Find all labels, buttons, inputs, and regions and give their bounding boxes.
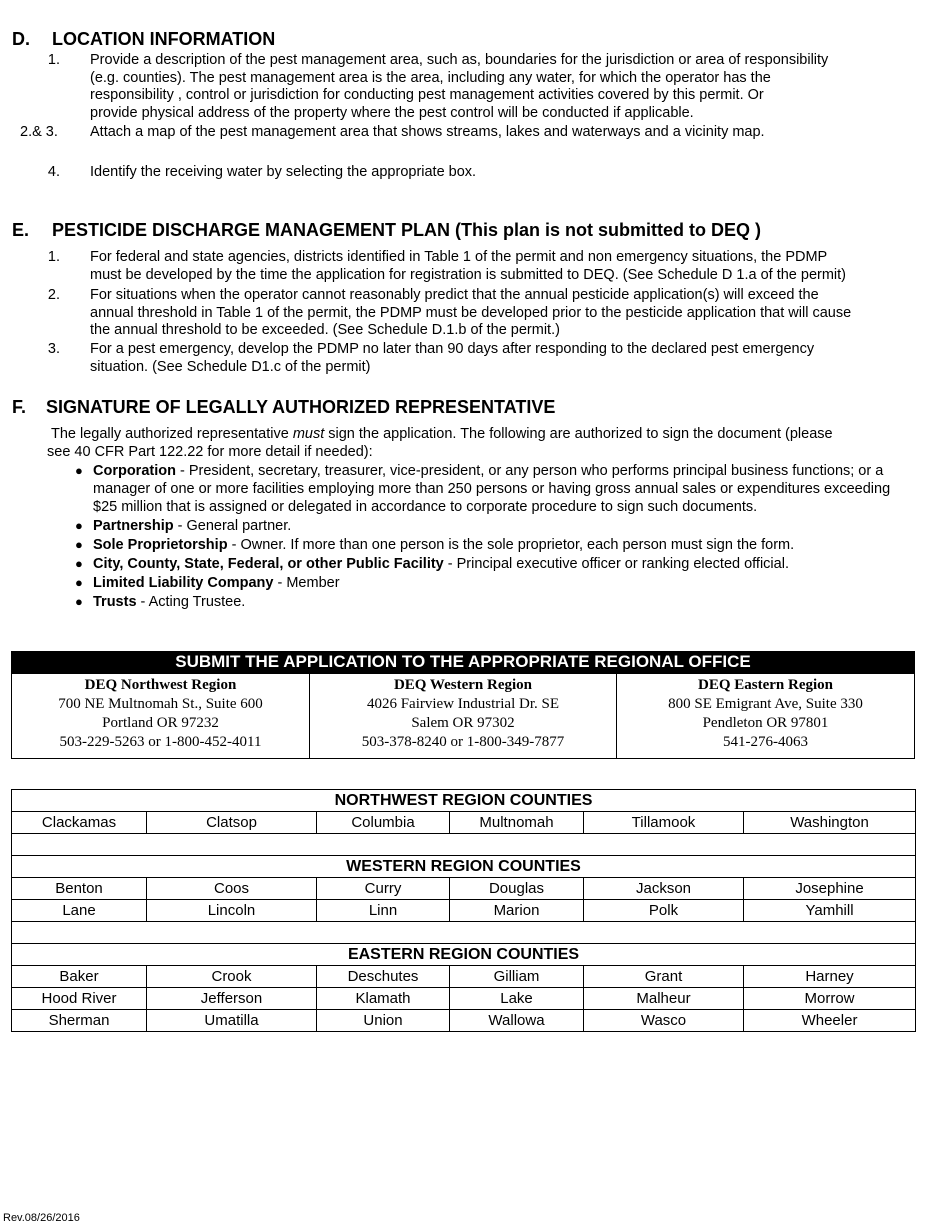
authorized-signers-list xyxy=(75,462,915,612)
office-phone: 541-276-4063 xyxy=(723,734,808,750)
text-line: situation. (See Schedule D1.c of the permit) xyxy=(90,358,371,375)
county-cell: Jefferson xyxy=(147,988,317,1010)
intro-emphasis: must xyxy=(292,426,325,442)
text-line: responsibility , control or jurisdiction for conducting pest management activities covered by this permit. Or xyxy=(90,87,764,103)
list-item xyxy=(75,517,915,535)
intro-line-2: see 40 CFR Part 122.22 for more detail if needed): xyxy=(47,443,373,460)
section-e-heading xyxy=(12,220,761,241)
text-line: the annual threshold to be exceeded. (See Schedule D.1.b of the permit.) xyxy=(90,322,560,338)
text-line: provide physical address of the property where the pest control will be conducted if applicable. xyxy=(90,104,694,121)
table-row xyxy=(12,900,916,922)
section-d-letter: D. xyxy=(12,29,30,49)
office-western xyxy=(309,674,616,759)
county-cell: Josephine xyxy=(744,878,916,900)
signer-type: Limited Liability Company xyxy=(93,575,274,591)
item-text xyxy=(90,164,915,182)
text-line: For federal and state agencies, districts identified in Table 1 of the permit and non emergency situations, the PDMP xyxy=(90,249,828,265)
office-name: DEQ Western Region xyxy=(393,677,533,693)
text-line: Identify the receiving water by selecting the appropriate box. xyxy=(90,164,477,180)
county-cell: Malheur xyxy=(584,988,744,1010)
county-cell: Columbia xyxy=(317,812,450,834)
section-f-title: SIGNATURE OF LEGALLY AUTHORIZED REPRESENTATIVE xyxy=(46,397,556,417)
bullet-icon: ● xyxy=(75,594,83,609)
section-d-heading xyxy=(12,29,275,50)
text-line: (e.g. counties). The pest management area is the area, including any water, for which the operator has the xyxy=(90,69,771,86)
county-cell: Wasco xyxy=(584,1010,744,1032)
counties-table xyxy=(11,789,916,1032)
item-text xyxy=(90,52,915,122)
section-f-heading xyxy=(12,397,555,418)
text-line: Provide a description of the pest management area, such as, boundaries for the jurisdiction or area of responsibility xyxy=(90,52,829,68)
section-f-intro xyxy=(20,426,920,461)
county-cell: Klamath xyxy=(317,988,450,1010)
signer-desc: - Principal executive officer or ranking elected official. xyxy=(443,556,789,572)
office-city: Pendleton OR 97801 xyxy=(702,715,829,731)
county-cell: Marion xyxy=(450,900,584,922)
office-eastern xyxy=(617,674,915,759)
section-f-letter: F. xyxy=(12,397,27,417)
signer-desc: - President, secretary, treasurer, vice-president, or any person who performs principal business functions; or a manager of one or more facilities employing more than 250 persons or having gross annual sales or expenditures exceeding $25 million that is assigned or delegated in accordance to corporate procedure to sign such documents. xyxy=(93,463,891,515)
section-d-items xyxy=(0,52,950,192)
item-number: 1. xyxy=(47,249,60,265)
county-cell: Hood River xyxy=(12,988,147,1010)
text-line: For a pest emergency, develop the PDMP no later than 90 days after responding to the declared pest emergency xyxy=(90,341,815,357)
signer-desc: - Acting Trustee. xyxy=(136,594,246,610)
item-number: 2. xyxy=(47,287,60,303)
office-address: 800 SE Emigrant Ave, Suite 330 xyxy=(668,696,863,712)
intro-text-post: sign the application. The following are authorized to sign the document (please xyxy=(324,426,833,442)
signer-desc: - Owner. If more than one person is the sole proprietor, each person must sign the form. xyxy=(227,537,795,553)
counties-table-wrap xyxy=(11,789,915,1032)
county-cell: Crook xyxy=(147,966,317,988)
county-cell: Curry xyxy=(317,878,450,900)
item-number: 4. xyxy=(47,164,60,180)
office-phone: 503-378-8240 or 1-800-349-7877 xyxy=(361,734,565,750)
signer-type: Trusts xyxy=(93,594,137,610)
county-cell: Sherman xyxy=(12,1010,147,1032)
signer-type: Sole Proprietorship xyxy=(93,537,228,553)
spacer-row xyxy=(12,834,916,856)
county-cell: Jackson xyxy=(584,878,744,900)
table-row xyxy=(12,812,916,834)
office-address: 4026 Fairview Industrial Dr. SE xyxy=(366,696,560,712)
county-cell: Multnomah xyxy=(450,812,584,834)
northwest-heading: NORTHWEST REGION COUNTIES xyxy=(12,790,916,812)
table-row xyxy=(12,878,916,900)
county-cell: Clatsop xyxy=(147,812,317,834)
signer-desc: - General partner. xyxy=(173,518,292,534)
offices-table xyxy=(11,673,915,759)
item-text xyxy=(90,341,915,376)
item-text xyxy=(90,124,915,142)
table-row xyxy=(12,1010,916,1032)
bullet-icon: ● xyxy=(75,575,83,590)
county-cell: Coos xyxy=(147,878,317,900)
bullet-icon: ● xyxy=(75,518,83,533)
county-cell: Benton xyxy=(12,878,147,900)
text-line: For situations when the operator cannot reasonably predict that the annual pesticide application(s) will exceed the xyxy=(90,287,819,303)
revision-date: Rev.08/26/2016 xyxy=(3,1212,80,1224)
intro-line-1 xyxy=(51,426,920,444)
text-line: Attach a map of the pest management area that shows streams, lakes and waterways and a vicinity map. xyxy=(90,124,765,140)
section-d-title: LOCATION INFORMATION xyxy=(52,29,276,49)
county-cell: Douglas xyxy=(450,878,584,900)
office-name: DEQ Eastern Region xyxy=(698,677,833,693)
county-cell: Lane xyxy=(12,900,147,922)
county-cell: Baker xyxy=(12,966,147,988)
table-row xyxy=(12,966,916,988)
section-e-letter: E. xyxy=(12,220,30,240)
item-text xyxy=(90,287,915,340)
list-item xyxy=(75,462,915,516)
bullet-icon: ● xyxy=(75,556,83,571)
signer-desc: - Member xyxy=(273,575,340,591)
county-cell: Clackamas xyxy=(12,812,147,834)
text-line: annual threshold in Table 1 of the permit, the PDMP must be developed prior to the pesticide application that will cause xyxy=(90,304,852,321)
section-e-title: PESTICIDE DISCHARGE MANAGEMENT PLAN (This plan is not submitted to DEQ ) xyxy=(52,220,762,240)
intro-text-pre: The legally authorized representative xyxy=(51,426,293,442)
list-item xyxy=(75,536,915,554)
submit-banner: SUBMIT THE APPLICATION TO THE APPROPRIATE REGIONAL OFFICE xyxy=(11,651,915,673)
office-city: Salem OR 97302 xyxy=(411,715,515,731)
county-cell: Tillamook xyxy=(584,812,744,834)
section-e-items xyxy=(0,249,950,379)
item-number: 3. xyxy=(47,341,60,357)
county-cell: Yamhill xyxy=(744,900,916,922)
county-cell: Linn xyxy=(317,900,450,922)
list-item xyxy=(75,593,915,611)
signer-type: City, County, State, Federal, or other Public Facility xyxy=(93,556,444,572)
county-cell: Wallowa xyxy=(450,1010,584,1032)
eastern-heading: EASTERN REGION COUNTIES xyxy=(12,944,916,966)
spacer-row xyxy=(12,922,916,944)
county-cell: Gilliam xyxy=(450,966,584,988)
county-cell: Wheeler xyxy=(744,1010,916,1032)
regional-offices xyxy=(11,651,915,759)
signer-type: Partnership xyxy=(93,518,174,534)
county-cell: Union xyxy=(317,1010,450,1032)
office-name: DEQ Northwest Region xyxy=(84,677,237,693)
signer-type: Corporation xyxy=(93,463,176,479)
item-number: 2.& 3. xyxy=(20,124,58,140)
county-cell: Umatilla xyxy=(147,1010,317,1032)
bullet-icon: ● xyxy=(75,463,83,478)
office-phone: 503-229-5263 or 1-800-452-4011 xyxy=(59,734,262,750)
bullet-icon: ● xyxy=(75,537,83,552)
office-city: Portland OR 97232 xyxy=(102,715,219,731)
county-cell: Lake xyxy=(450,988,584,1010)
county-cell: Morrow xyxy=(744,988,916,1010)
item-text xyxy=(90,249,915,284)
office-address: 700 NE Multnomah St., Suite 600 xyxy=(58,696,263,712)
county-cell: Washington xyxy=(744,812,916,834)
county-cell: Deschutes xyxy=(317,966,450,988)
office-northwest xyxy=(12,674,310,759)
county-cell: Harney xyxy=(744,966,916,988)
item-number: 1. xyxy=(47,52,60,68)
list-item xyxy=(75,574,915,592)
list-item xyxy=(75,555,915,573)
text-line: must be developed by the time the application for registration is submitted to DEQ. (See Schedule D 1.a of the permit) xyxy=(90,266,847,283)
western-heading: WESTERN REGION COUNTIES xyxy=(12,856,916,878)
county-cell: Grant xyxy=(584,966,744,988)
county-cell: Polk xyxy=(584,900,744,922)
county-cell: Lincoln xyxy=(147,900,317,922)
table-row xyxy=(12,988,916,1010)
